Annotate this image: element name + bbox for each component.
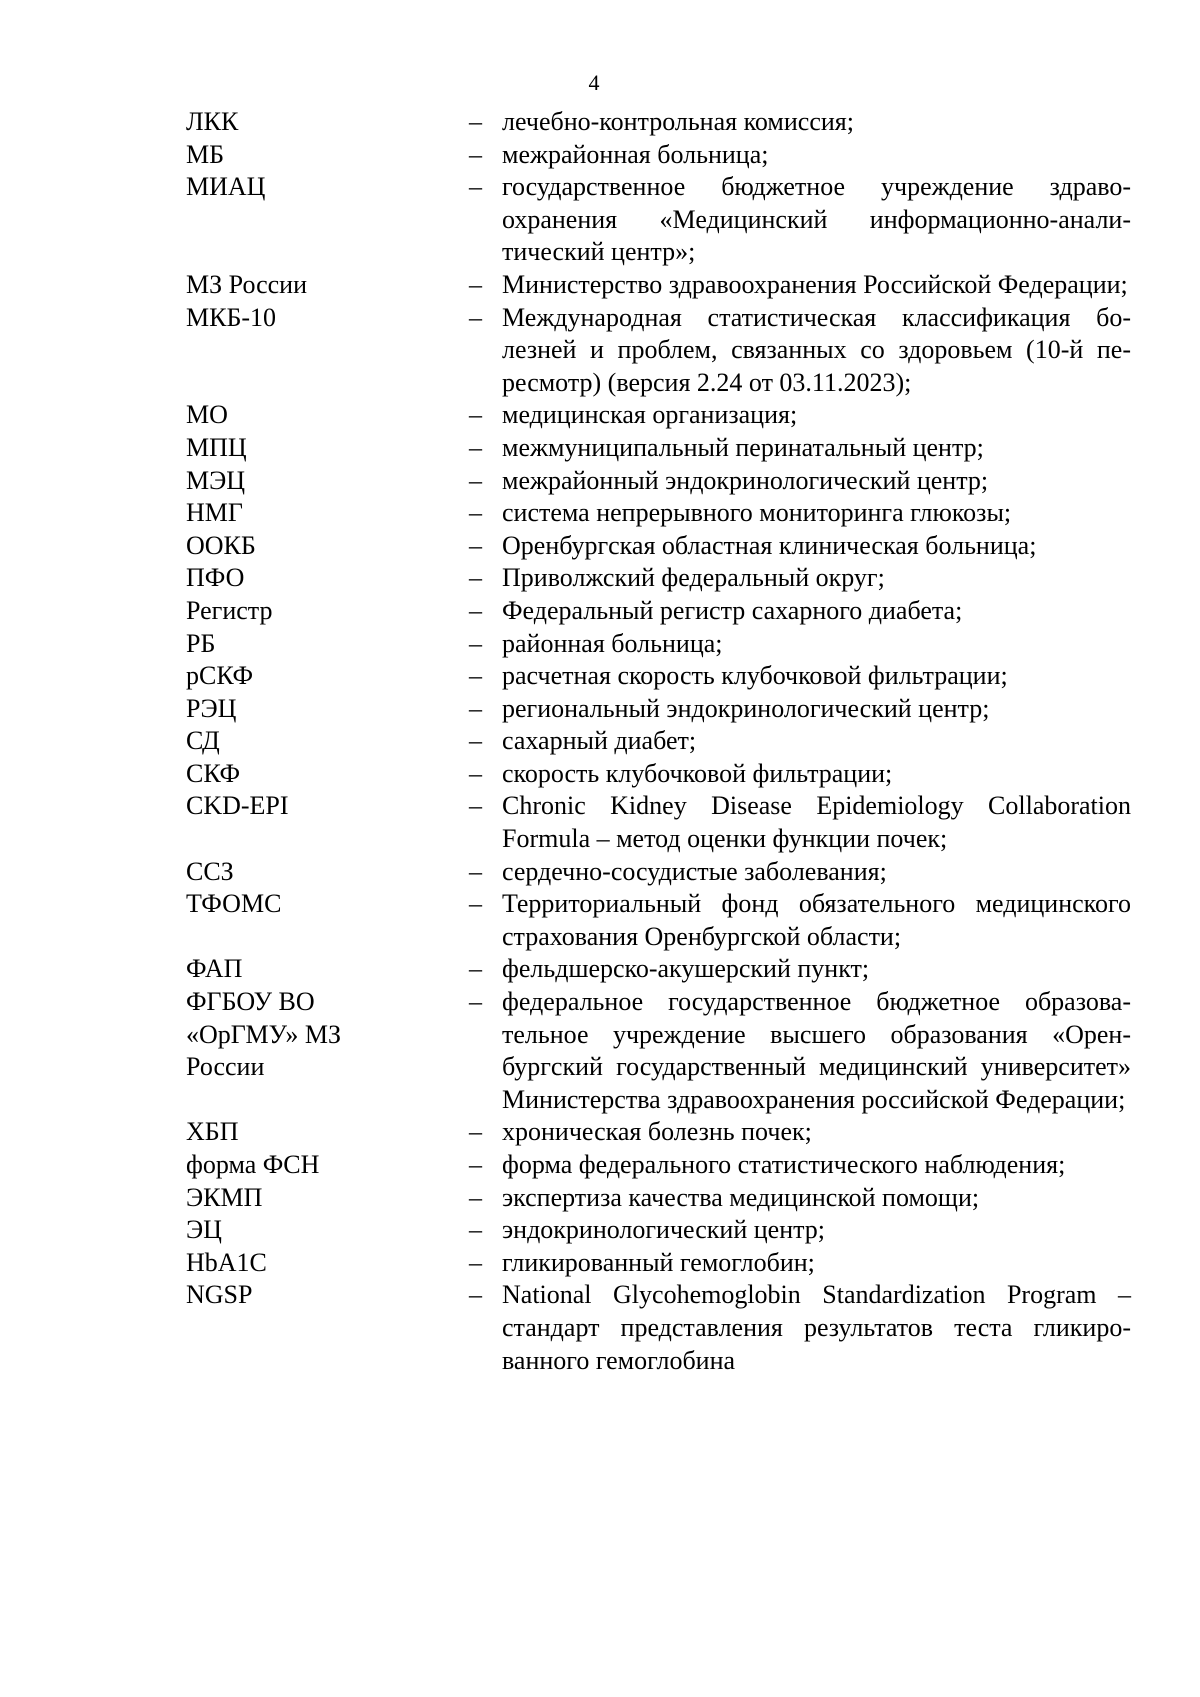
abbreviation-term: HbA1C (186, 1247, 267, 1277)
abbreviation-term: ХБП (186, 1117, 239, 1147)
dash-separator: – (469, 856, 482, 886)
dash-separator: – (469, 1247, 482, 1277)
abbreviation-entry (186, 595, 1131, 628)
abbreviation-definition: Федеральный регистр сахарного диабета; (502, 595, 963, 625)
abbreviation-term: МЗ России (186, 269, 308, 299)
abbreviation-term: ООКБ (186, 530, 256, 560)
abbreviation-term: НМГ (186, 498, 243, 528)
abbreviation-definition: региональный эндокринологический центр; (502, 693, 990, 723)
abbreviation-definition: межмуниципальный перинатальный центр; (502, 432, 984, 462)
dash-separator: – (469, 987, 482, 1017)
dash-separator: – (469, 954, 482, 984)
abbreviation-definition: система непрерывного мониторинга глюкозы; (502, 498, 1012, 528)
abbreviation-definition: районная больница; (502, 628, 723, 658)
abbreviation-entry (186, 986, 1131, 1116)
abbreviation-definition: Международная статистическая классификация болезней и проблем, связанных со здоровьем (10-й пересмотр) (версия 2.24 от 03.11.2023); (502, 302, 1131, 397)
abbreviation-term: МКБ-10 (186, 302, 277, 332)
abbreviation-term: ЭКМП (186, 1182, 263, 1212)
abbreviation-entry (186, 399, 1131, 432)
dash-separator: – (469, 1182, 482, 1212)
abbreviation-entry (186, 562, 1131, 595)
abbreviation-term: ФАП (186, 954, 243, 984)
abbreviation-definition: гликированный гемоглобин; (502, 1247, 815, 1277)
abbreviation-entry (186, 758, 1131, 791)
dash-separator: – (469, 661, 482, 691)
abbreviation-term: МИАЦ (186, 172, 266, 202)
abbreviation-term: РБ (186, 628, 216, 658)
dash-separator: – (469, 432, 482, 462)
abbreviation-term: ТФОМС (186, 889, 282, 919)
abbreviation-entry (186, 1149, 1131, 1182)
abbreviation-entry (186, 856, 1131, 889)
abbreviation-term: МО (186, 400, 228, 430)
abbreviation-entry (186, 1214, 1131, 1247)
abbreviation-entry (186, 660, 1131, 693)
abbreviation-definition: федеральное государственное бюджетное образовательное учреждение высшего образования «Оренбургский государственный медицинский университет» Министерства здравоохранения российской Федерации; (502, 987, 1131, 1114)
abbreviation-definition: Министерство здравоохранения Российской Федерации; (502, 269, 1128, 299)
abbreviation-term: CKD-EPI (186, 791, 289, 821)
abbreviation-definition: Приволжский федеральный округ; (502, 563, 885, 593)
abbreviation-entry (186, 790, 1131, 855)
abbreviation-term: СД (186, 726, 220, 756)
abbreviation-entry (186, 269, 1131, 302)
abbreviation-entry (186, 888, 1131, 953)
abbreviation-entry (186, 171, 1131, 269)
abbreviation-entry (186, 465, 1131, 498)
abbreviation-term: ФГБОУ ВО «ОрГМУ» МЗ России (186, 987, 341, 1082)
dash-separator: – (469, 595, 482, 625)
abbreviation-definition: скорость клубочковой фильтрации; (502, 758, 893, 788)
abbreviation-definition: Chronic Kidney Disease Epidemiology Collaboration Formula – метод оценки функции почек; (502, 791, 1131, 854)
dash-separator: – (469, 1117, 482, 1147)
abbreviation-term: ЭЦ (186, 1215, 222, 1245)
abbreviation-entry (186, 432, 1131, 465)
abbreviation-term: МБ (186, 139, 225, 169)
abbreviation-definition: Территориальный фонд обязательного медицинского страхования Оренбургской области; (502, 889, 1131, 951)
abbreviation-definition: межрайонный эндокринологический центр; (502, 465, 989, 495)
abbreviation-definition: хроническая болезнь почек; (502, 1117, 812, 1147)
dash-separator: – (469, 400, 482, 430)
dash-separator: – (469, 791, 482, 821)
abbreviation-term: МПЦ (186, 432, 247, 462)
abbreviation-definition: фельдшерско-акушерский пункт; (502, 954, 870, 984)
dash-separator: – (469, 139, 482, 169)
dash-separator: – (469, 726, 482, 756)
abbreviation-definition: экспертиза качества медицинской помощи; (502, 1182, 980, 1212)
abbreviation-term: ПФО (186, 563, 245, 593)
abbreviation-entry (186, 628, 1131, 661)
abbreviation-definition: государственное бюджетное учреждение здравоохранения «Медицинский информационно-аналитический центр»; (502, 172, 1131, 267)
abbreviation-entry (186, 953, 1131, 986)
abbreviation-definition: сахарный диабет; (502, 726, 697, 756)
abbreviation-entry (186, 1247, 1131, 1280)
abbreviation-term: NGSP (186, 1280, 253, 1310)
abbreviation-term: РЭЦ (186, 693, 237, 723)
abbreviation-term: МЭЦ (186, 465, 246, 495)
dash-separator: – (469, 172, 482, 202)
dash-separator: – (469, 498, 482, 528)
dash-separator: – (469, 628, 482, 658)
abbreviation-entry (186, 497, 1131, 530)
dash-separator: – (469, 693, 482, 723)
dash-separator: – (469, 530, 482, 560)
abbreviation-entry (186, 1279, 1131, 1377)
abbreviation-definition: медицинская организация; (502, 400, 798, 430)
dash-separator: – (469, 889, 482, 919)
dash-separator: – (469, 758, 482, 788)
dash-separator: – (469, 563, 482, 593)
abbreviation-entry (186, 1116, 1131, 1149)
abbreviation-term: СКФ (186, 758, 241, 788)
dash-separator: – (469, 1280, 482, 1310)
abbreviation-entry (186, 302, 1131, 400)
dash-separator: – (469, 1215, 482, 1245)
abbreviation-definition: межрайонная больница; (502, 139, 769, 169)
abbreviation-entry (186, 725, 1131, 758)
abbreviation-term: ССЗ (186, 856, 234, 886)
abbreviation-entry (186, 530, 1131, 563)
dash-separator: – (469, 107, 482, 136)
abbreviation-entry (186, 1182, 1131, 1215)
abbreviation-definition: Оренбургская областная клиническая больница; (502, 530, 1037, 560)
dash-separator: – (469, 302, 482, 332)
abbreviation-term: ЛКК (186, 107, 239, 136)
abbreviation-entry (186, 693, 1131, 726)
dash-separator: – (469, 465, 482, 495)
page-number: 4 (588, 70, 600, 95)
dash-separator: – (469, 1150, 482, 1179)
abbreviation-entry (186, 139, 1131, 172)
abbreviation-term: Регистр (186, 595, 273, 625)
abbreviation-list (186, 106, 1131, 1377)
dash-separator: – (469, 269, 482, 299)
abbreviation-term: рСКФ (186, 661, 254, 691)
abbreviation-definition: форма федерального статистического наблюдения; (502, 1150, 1066, 1179)
abbreviation-definition: эндокринологический центр; (502, 1215, 826, 1245)
abbreviation-definition: расчетная скорость клубочковой фильтрации; (502, 661, 1008, 691)
abbreviation-definition: лечебно-контрольная комиссия; (502, 107, 854, 136)
abbreviation-definition: сердечно-сосудистые заболевания; (502, 856, 887, 886)
abbreviation-term: форма ФСН (186, 1150, 320, 1179)
abbreviation-definition: National Glycohemoglobin Standardization Program – стандарт представления результатов теста гликированного гемоглобина (502, 1280, 1131, 1375)
abbreviation-entry (186, 106, 1131, 139)
